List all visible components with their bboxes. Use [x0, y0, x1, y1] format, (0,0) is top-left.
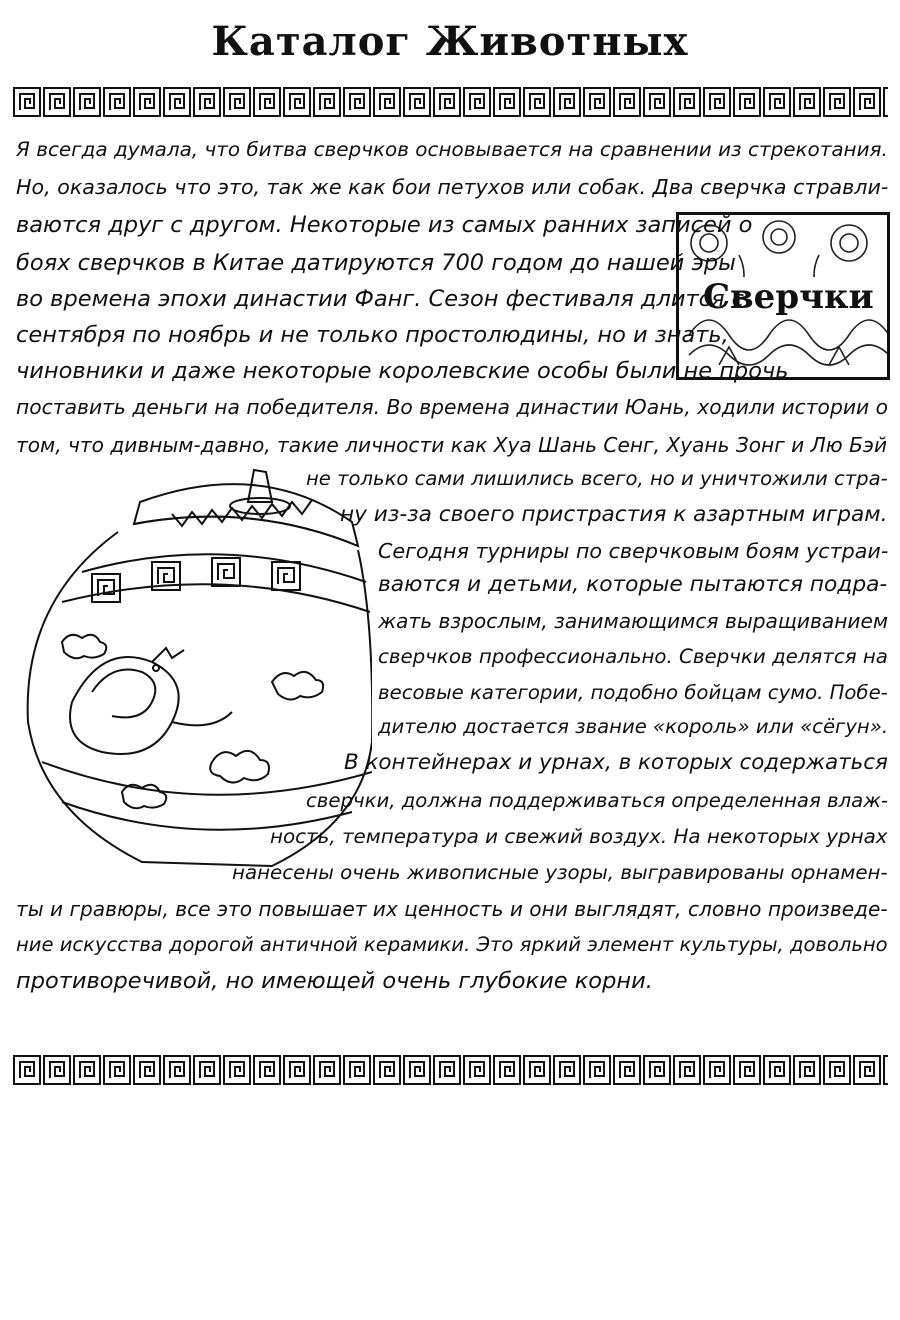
text-line: жать взрослым, занимающимся выращиванием: [378, 609, 889, 633]
text-line: ты и гравюры, все это повышает их ценность и они выглядят, словно произведе-: [16, 897, 888, 921]
page-title: Каталог Животных: [211, 18, 689, 65]
text-line: сверчки, должна поддерживаться определенная влаж-: [306, 789, 889, 812]
meander-border-bottom: [12, 1052, 888, 1088]
text-line: ну из-за своего пристрастия к азартным играм.: [340, 502, 888, 527]
text-line: противоречивой, но имеющей очень глубокие корни.: [16, 968, 653, 994]
text-line: том, что дивным-давно, такие личности как Хуа Шань Сенг, Хуань Зонг и Лю Бэй: [16, 433, 888, 457]
text-line: Я всегда думала, что битва сверчков основывается на сравнении из стрекотания.: [16, 137, 888, 161]
text-line: ваются друг с другом. Некоторые из самых ранних записей о: [16, 212, 753, 238]
text-line: боях сверчков в Китае датируются 700 годом до нашей эры: [16, 250, 736, 276]
text-line: сверчков профессионально. Сверчки делятся на: [378, 645, 888, 668]
text-line: ваются и детьми, которые пытаются подра-: [378, 572, 888, 597]
text-line: Но, оказалось что это, так же как бои петухов или собак. Два сверчка стравли-: [16, 175, 889, 199]
urn-illustration: [22, 462, 372, 882]
text-line: весовые категории, подобно бойцам сумо. Побе-: [378, 681, 888, 704]
text-line: ние искусства дорогой античной керамики. Это яркий элемент культуры, довольно: [16, 933, 888, 956]
text-line: сентября по ноябрь и не только простолюдины, но и знать,: [16, 322, 729, 348]
text-line: В контейнерах и урнах, в которых содержаться: [344, 750, 888, 775]
text-line: поставить деньги на победителя. Во времена династии Юань, ходили истории о: [16, 395, 889, 419]
emblem-label: Сверчки: [699, 277, 878, 317]
text-line: Сегодня турниры по сверчковым боям устраи-: [378, 539, 889, 563]
text-line: ность, температура и свежий воздух. На некоторых урнах: [270, 825, 888, 848]
text-line: во времена эпохи династии Фанг. Сезон фестиваля длится с: [16, 286, 745, 312]
text-line: дителю достается звание «король» или «сёгун».: [378, 715, 889, 738]
text-line: не только сами лишились всего, но и уничтожили стра-: [306, 467, 888, 490]
text-line: чиновники и даже некоторые королевские особы были не прочь: [16, 358, 789, 384]
meander-border-top: [12, 84, 888, 120]
text-line: нанесены очень живописные узоры, выгравированы орнамен-: [232, 861, 888, 884]
